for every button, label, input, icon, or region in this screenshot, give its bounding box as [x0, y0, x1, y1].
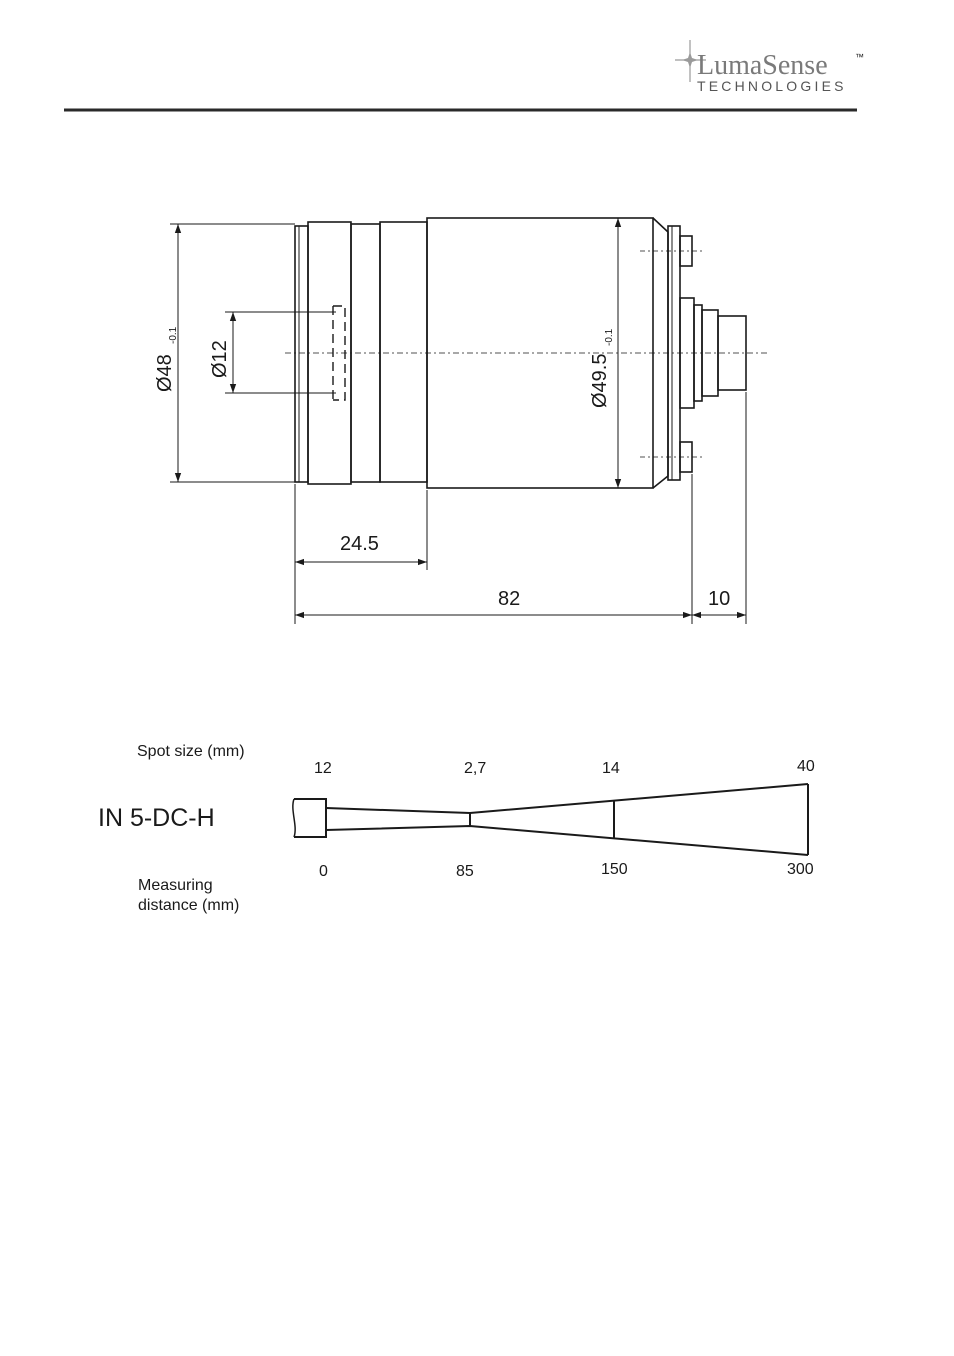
spot-size-value: 2,7 [464, 760, 487, 777]
dim-body-tolerance: -0.1 [604, 328, 615, 346]
trademark-symbol: ™ [855, 52, 864, 62]
dim-outer-diameter: Ø48 [154, 354, 176, 392]
lumasense-logo [675, 40, 864, 94]
dim-aperture-diameter: Ø12 [209, 340, 231, 378]
distance-label-line2: distance (mm) [138, 897, 240, 914]
dim-connector-length: 10 [708, 588, 731, 610]
spot-size-value: 40 [797, 758, 815, 775]
distance-value: 85 [456, 863, 474, 880]
front-rim [295, 226, 308, 482]
sensor-head [294, 799, 326, 837]
distance-value: 300 [787, 861, 814, 878]
dim-total-length: 82 [498, 588, 521, 610]
model-name: IN 5-DC-H [98, 804, 215, 832]
distance-value: 150 [601, 861, 628, 878]
collar-section [380, 222, 427, 482]
spot-size-value: 14 [602, 760, 620, 777]
beam-lower-edge [326, 826, 808, 855]
dimension-drawing [154, 218, 768, 624]
distance-label-line1: Measuring [138, 877, 213, 894]
spot-size-label: Spot size (mm) [137, 743, 245, 760]
dim-outer-tolerance: -0.1 [168, 326, 179, 344]
beam-upper-edge [326, 784, 808, 813]
logo-subtitle: TECHNOLOGIES [697, 78, 847, 94]
dim-front-length: 24.5 [340, 533, 379, 555]
spot-size-value: 12 [314, 760, 332, 777]
sensor-break-line [293, 799, 295, 837]
logo-wordmark: LumaSense [697, 50, 828, 81]
dim-body-diameter: Ø49.5 [589, 353, 611, 408]
distance-value: 0 [319, 863, 328, 880]
spot-size-diagram [98, 743, 815, 914]
